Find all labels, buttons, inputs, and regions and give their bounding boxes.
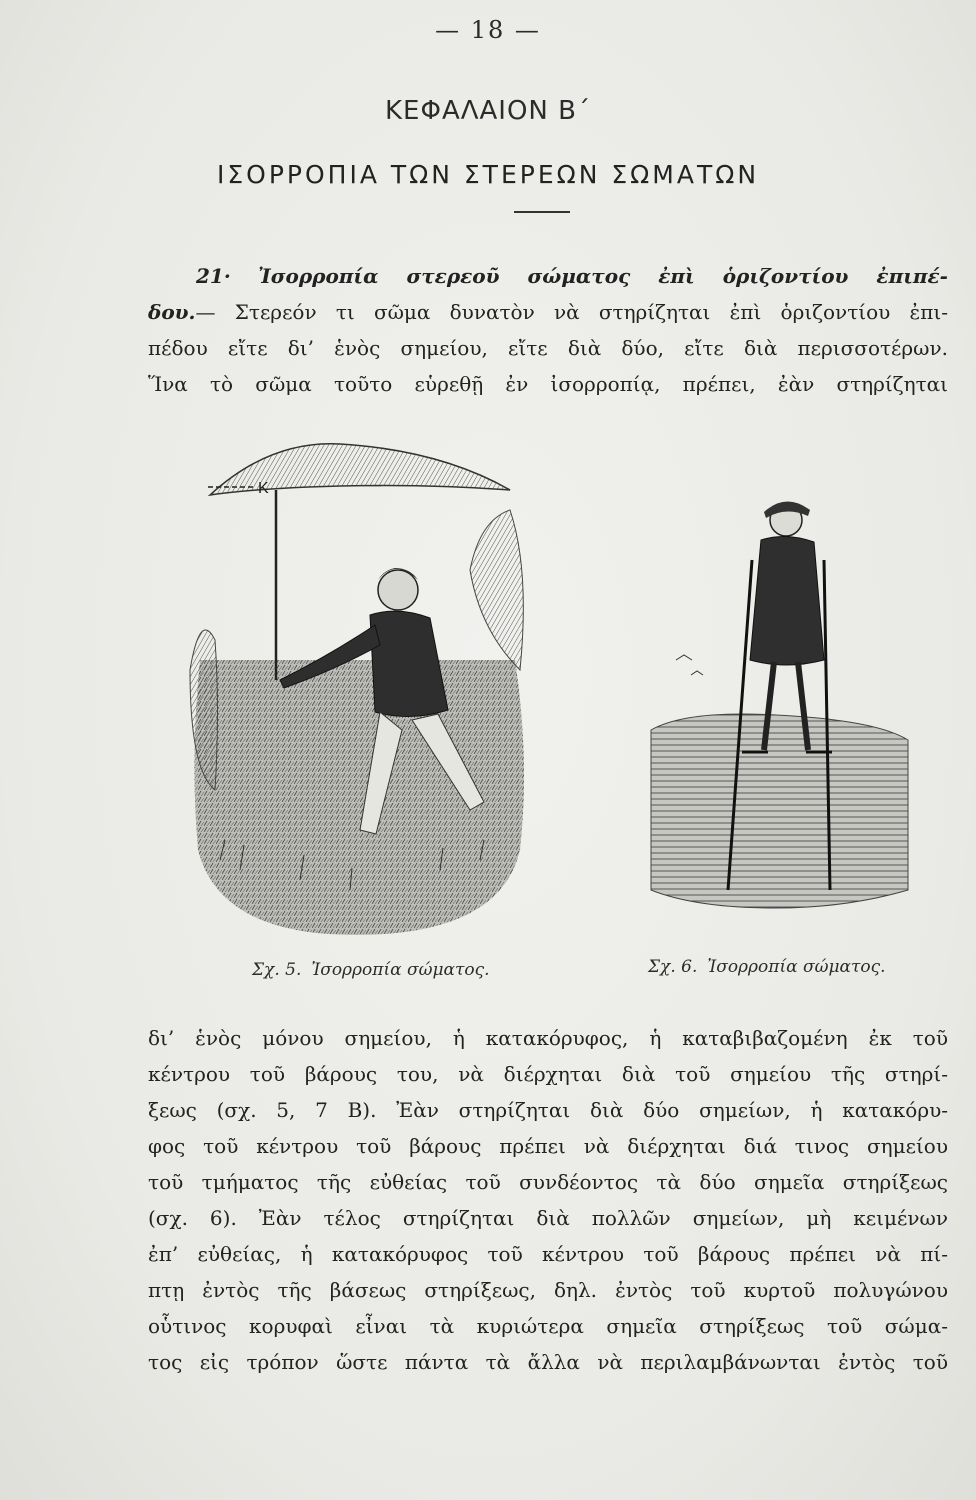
stilt-man-coat	[750, 536, 824, 665]
stilt-ground	[651, 714, 908, 908]
figure-5-caption	[252, 960, 490, 980]
bird-2	[691, 671, 703, 675]
figure-6-caption-text: Ἰσορροπία σώματος.	[707, 957, 886, 977]
figure-6-caption	[648, 957, 886, 977]
paragraph-21-line-1	[148, 258, 948, 294]
paragraph-heading: Ἰσορροπία στερεοῦ σώματος ἐπὶ ὁριζοντίου ἐπιπέ-	[258, 264, 948, 288]
boy-jacket	[370, 611, 448, 716]
text-line: (σχ. 6). Ἐὰν τέλος στηρίζηται διὰ πολλῶν σημείων, μὴ κειμένων	[148, 1206, 948, 1230]
page-number: — 18 —	[435, 16, 541, 44]
paragraph-21-line-3: πέδου εἴτε δι’ ἑνὸς σημείου, εἴτε διὰ δύο, εἴτε διὰ περισσοτέρων.	[148, 336, 948, 360]
text-line: τος εἰς τρόπον ὥστε πάντα τὰ ἄλλα νὰ περιλαμβάνωνται ἐντὸς τοῦ	[148, 1350, 948, 1374]
text-line: κέντρου τοῦ βάρους του, νὰ διέρχηται διὰ τοῦ σημείου τῆς στηρί-	[148, 1062, 948, 1086]
text-line: ξεως (σχ. 5, 7 Β). Ἐὰν στηρίζηται διὰ δύο σημείων, ἡ κατακόρυ-	[148, 1098, 948, 1122]
paragraph-21-text-2: — Στερεόν τι σῶμα δυνατὸν νὰ στηρίζηται ἐπὶ ὁριζοντίου ἐπι-	[195, 300, 948, 324]
text-line: δι’ ἑνὸς μόνου σημείου, ἡ κατακόρυφος, ἡ καταβιβαζομένη ἐκ τοῦ	[148, 1026, 948, 1050]
paragraph-21-line-2	[148, 294, 948, 330]
text-line: οὗτινος κορυφαὶ εἶναι τὰ κυριώτερα σημεῖα στηρίξεως τοῦ σώμα-	[148, 1314, 948, 1338]
boy-head	[378, 570, 418, 610]
figure-5-caption-text: Ἰσορροπία σώματος.	[311, 960, 490, 980]
paragraph-21	[148, 258, 948, 402]
text-line: τοῦ τμήματος τῆς εὐθείας τοῦ συνδέοντος τὰ δύο σημεῖα στηρίξεως	[148, 1170, 948, 1194]
bush-right	[470, 510, 523, 670]
figure-5-label: Σχ. 5.	[252, 960, 302, 980]
title-rule	[514, 211, 570, 213]
marker-k: K	[258, 480, 269, 497]
canopy	[210, 444, 510, 495]
figure-6-illustration	[646, 490, 911, 910]
chapter-heading: ΚΕΦΑΛΑΙΟΝ Β΄	[385, 96, 591, 126]
paragraph-heading-end: δου.	[148, 300, 196, 324]
figure-6-label: Σχ. 6.	[648, 957, 698, 977]
bush-left	[190, 630, 218, 790]
bird-1	[676, 655, 692, 660]
paragraph-21-line-4: Ἵνα τὸ σῶμα τοῦτο εὑρεθῇ ἐν ἰσορροπίᾳ, πρέπει, ἐὰν στηρίζηται	[148, 372, 948, 396]
paragraph-continued	[148, 1020, 948, 1380]
text-line: φος τοῦ κέντρου τοῦ βάρους πρέπει νὰ διέρχηται διά τινος σημείου	[148, 1134, 948, 1158]
text-line: ἐπ’ εὐθείας, ἡ κατακόρυφος τοῦ κέντρου τοῦ βάρους πρέπει νὰ πί-	[148, 1242, 948, 1266]
section-title: ΙΣΟΡΡΟΠΙΑ ΤΩΝ ΣΤΕΡΕΩΝ ΣΩΜΑΤΩΝ	[216, 160, 760, 189]
text-line: πτῃ ἐντὸς τῆς βάσεως στηρίξεως, δηλ. ἐντὸς τοῦ κυρτοῦ πολυγώνου	[148, 1278, 948, 1302]
figure-5-illustration	[180, 430, 530, 940]
paragraph-number: 21·	[196, 264, 231, 288]
